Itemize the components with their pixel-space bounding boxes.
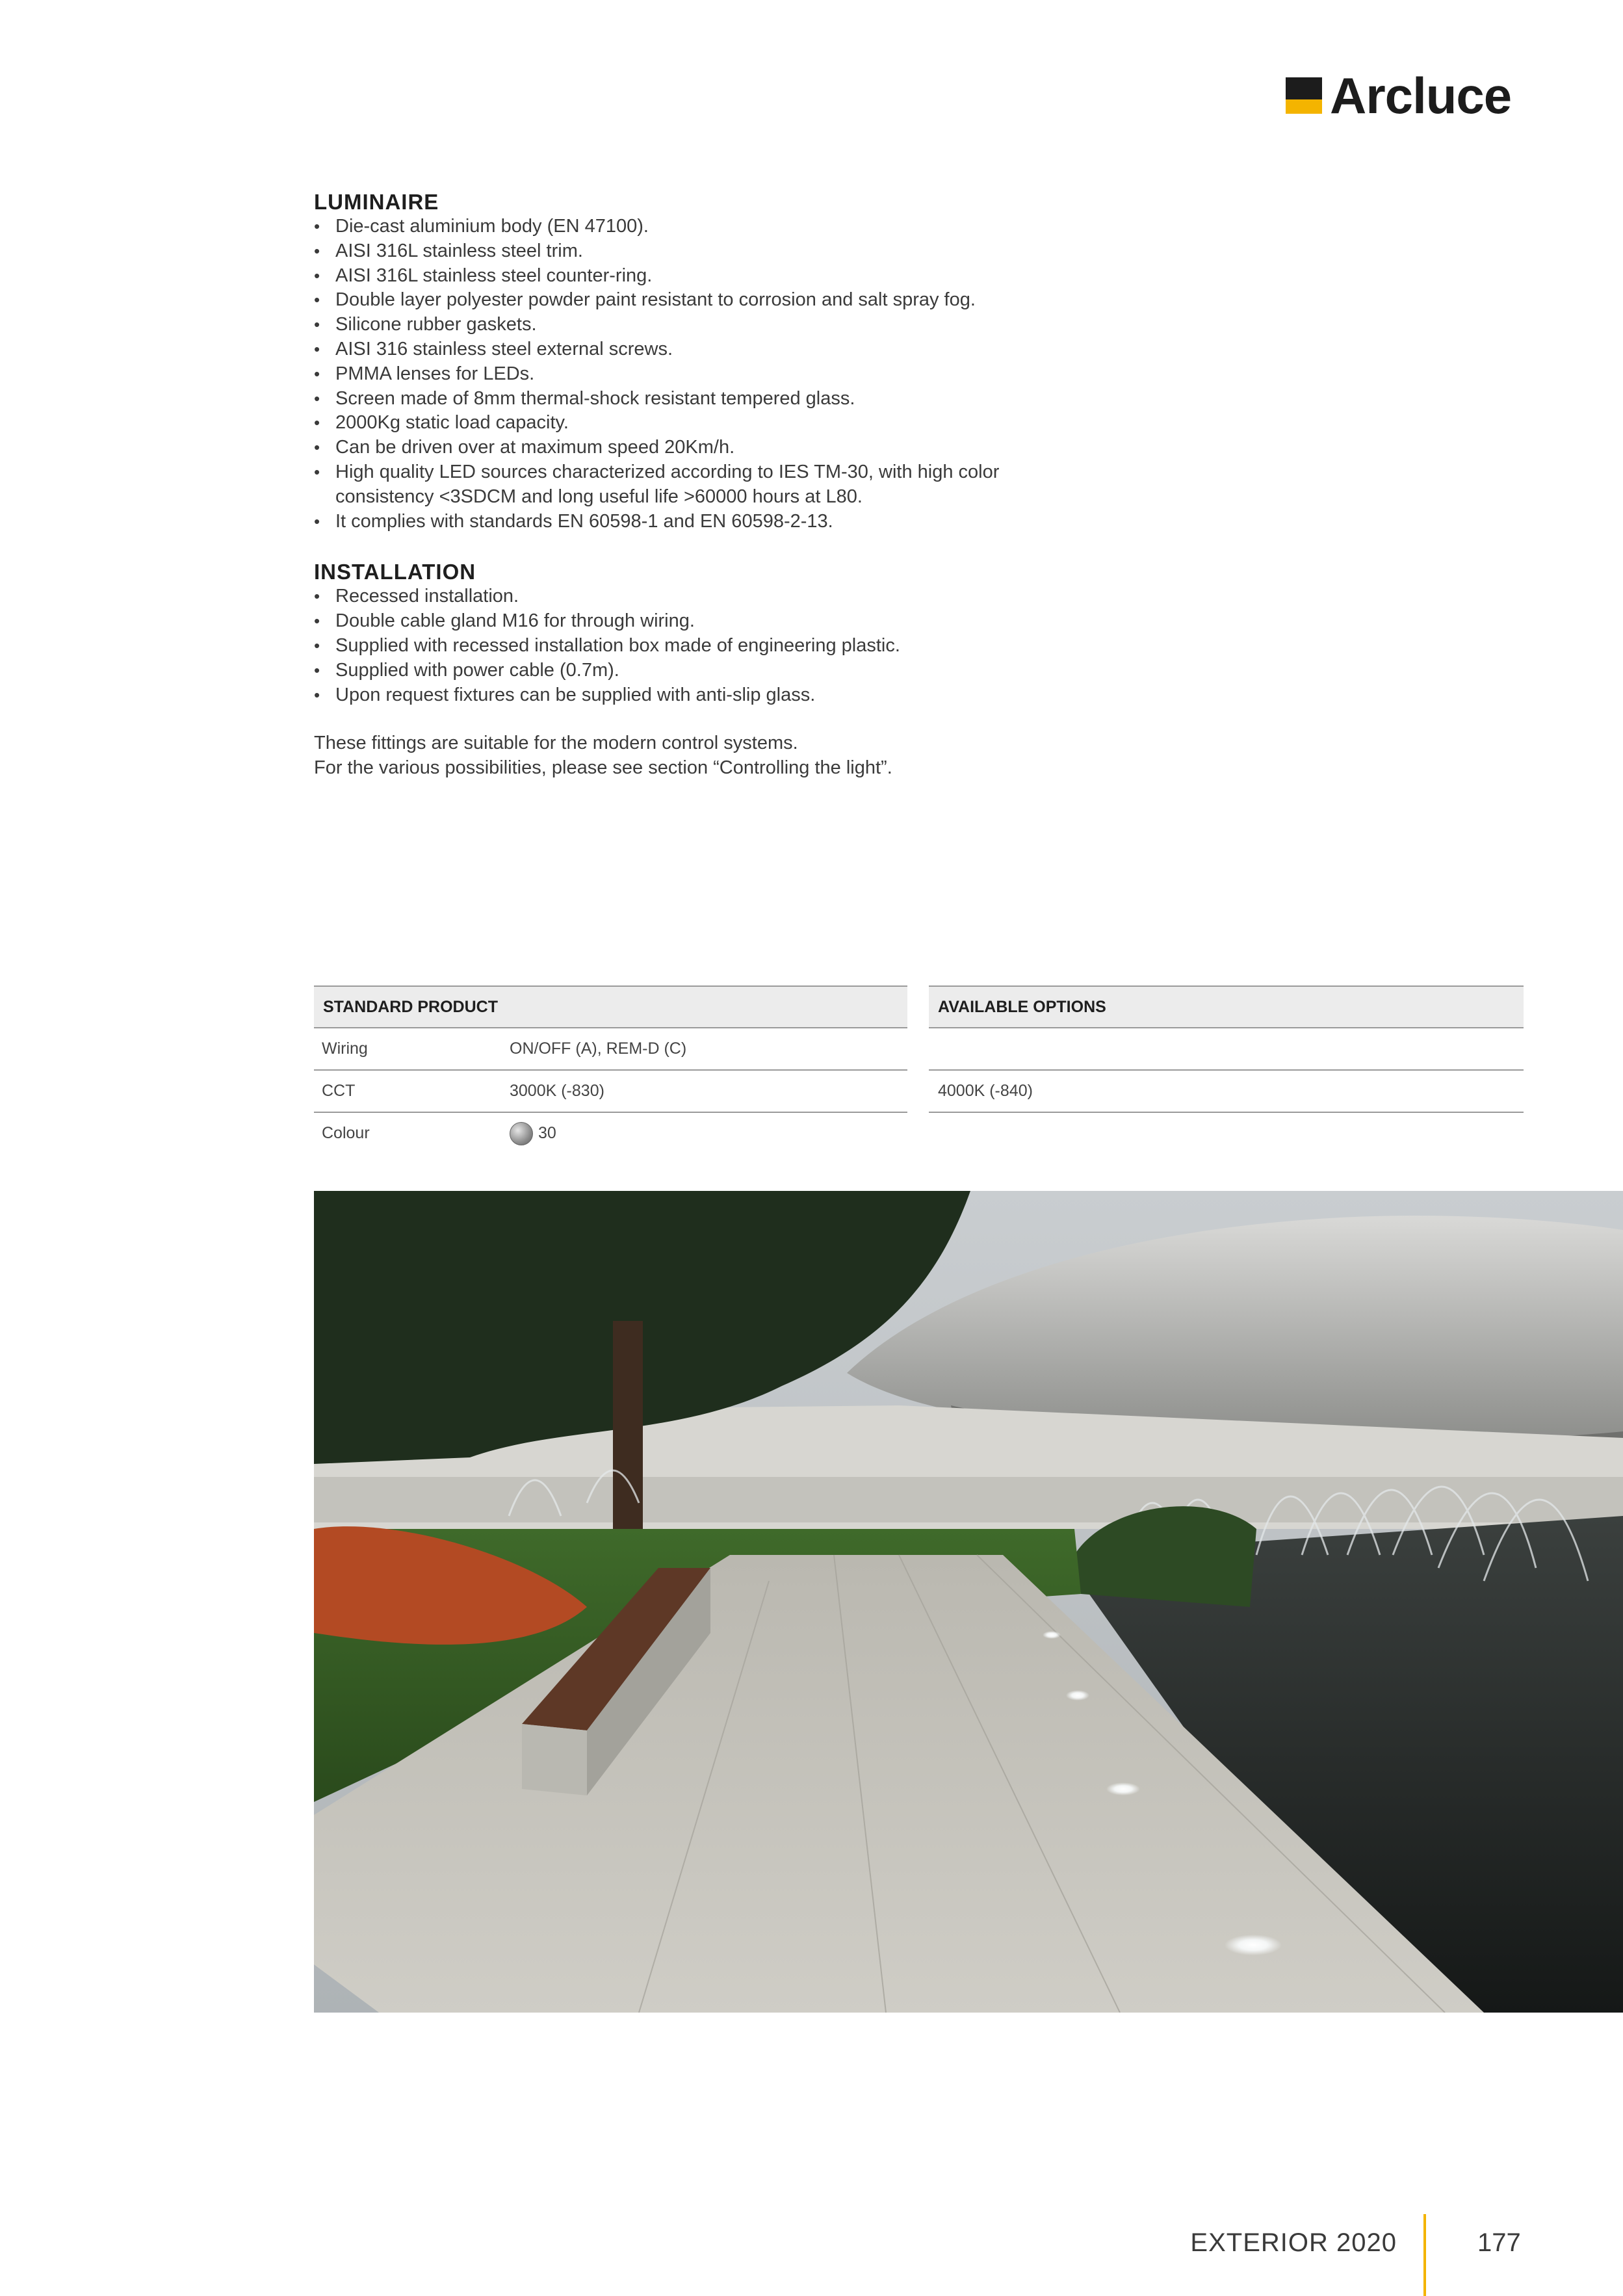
list-item: • Recessed installation. xyxy=(314,584,1159,609)
list-item: • PMMA lenses for LEDs. xyxy=(314,362,1159,387)
list-item: • Can be driven over at maximum speed 20Km/h. xyxy=(314,436,1159,460)
list-item: • Double cable gland M16 for through wiring. xyxy=(314,609,1159,634)
colour-code: 30 xyxy=(538,1124,556,1142)
recessed-light-icon xyxy=(1225,1935,1282,1955)
luminaire-list xyxy=(314,215,1159,534)
product-description xyxy=(314,190,1159,780)
list-item: • It complies with standards EN 60598-1 and EN 60598-2-13. xyxy=(314,510,1159,534)
logo-mark-icon xyxy=(1286,77,1322,114)
recessed-light-icon xyxy=(1106,1782,1140,1795)
note-line: For the various possibilities, please see section “Controlling the light”. xyxy=(314,757,892,779)
table-row xyxy=(929,1028,1524,1071)
control-systems-note xyxy=(314,731,1159,780)
product-installation-photo xyxy=(314,1191,1623,2013)
table-header: STANDARD PRODUCT xyxy=(314,987,907,1028)
table-row xyxy=(314,1113,907,1154)
row-key: CCT xyxy=(322,1082,356,1100)
brand-logo xyxy=(1286,67,1512,124)
list-item: • 2000Kg static load capacity. xyxy=(314,411,1159,436)
row-value: 4000K (-840) xyxy=(938,1082,1033,1100)
list-item: • Silicone rubber gaskets. xyxy=(314,313,1159,337)
list-item: • Die-cast aluminium body (EN 47100). xyxy=(314,215,1159,239)
standard-product-table xyxy=(314,985,907,1154)
row-key: Wiring xyxy=(322,1039,368,1058)
page-number: 177 xyxy=(1477,2228,1521,2257)
list-item: • Double layer polyester powder paint resistant to corrosion and salt spray fog. xyxy=(314,288,1159,313)
row-value: ON/OFF (A), REM-D (C) xyxy=(510,1039,687,1058)
list-item: • AISI 316L stainless steel trim. xyxy=(314,239,1159,264)
footer-divider xyxy=(1423,2214,1426,2296)
table-row xyxy=(314,1028,907,1071)
available-options-table xyxy=(929,985,1524,1113)
installation-list xyxy=(314,584,1159,707)
row-value xyxy=(510,1122,556,1145)
list-item: • AISI 316L stainless steel counter-ring. xyxy=(314,264,1159,289)
recessed-light-icon xyxy=(1043,1631,1061,1639)
list-item: • AISI 316 stainless steel external screws. xyxy=(314,337,1159,362)
table-row xyxy=(929,1071,1524,1113)
list-item: • Screen made of 8mm thermal-shock resistant tempered glass. xyxy=(314,387,1159,411)
luminaire-heading: LUMINAIRE xyxy=(314,190,439,214)
note-line: These fittings are suitable for the modern control systems. xyxy=(314,733,798,754)
list-item: • High quality LED sources characterized according to IES TM-30, with high color consistency <3SDCM and long useful life >60000 hours at L80. xyxy=(314,460,1047,510)
row-value: 3000K (-830) xyxy=(510,1082,604,1100)
list-item: • Supplied with recessed installation box made of engineering plastic. xyxy=(314,634,1159,659)
list-item: • Supplied with power cable (0.7m). xyxy=(314,659,1159,683)
recessed-light-icon xyxy=(1066,1690,1089,1701)
brand-name: Arcluce xyxy=(1330,67,1512,124)
list-item: • Upon request fixtures can be supplied with anti-slip glass. xyxy=(314,683,1159,708)
table-header: AVAILABLE OPTIONS xyxy=(929,987,1524,1028)
installation-heading: INSTALLATION xyxy=(314,560,476,584)
colour-swatch-icon xyxy=(510,1122,533,1145)
table-row xyxy=(314,1071,907,1113)
footer-section-title: EXTERIOR 2020 xyxy=(1190,2228,1397,2257)
row-key: Colour xyxy=(322,1124,370,1142)
